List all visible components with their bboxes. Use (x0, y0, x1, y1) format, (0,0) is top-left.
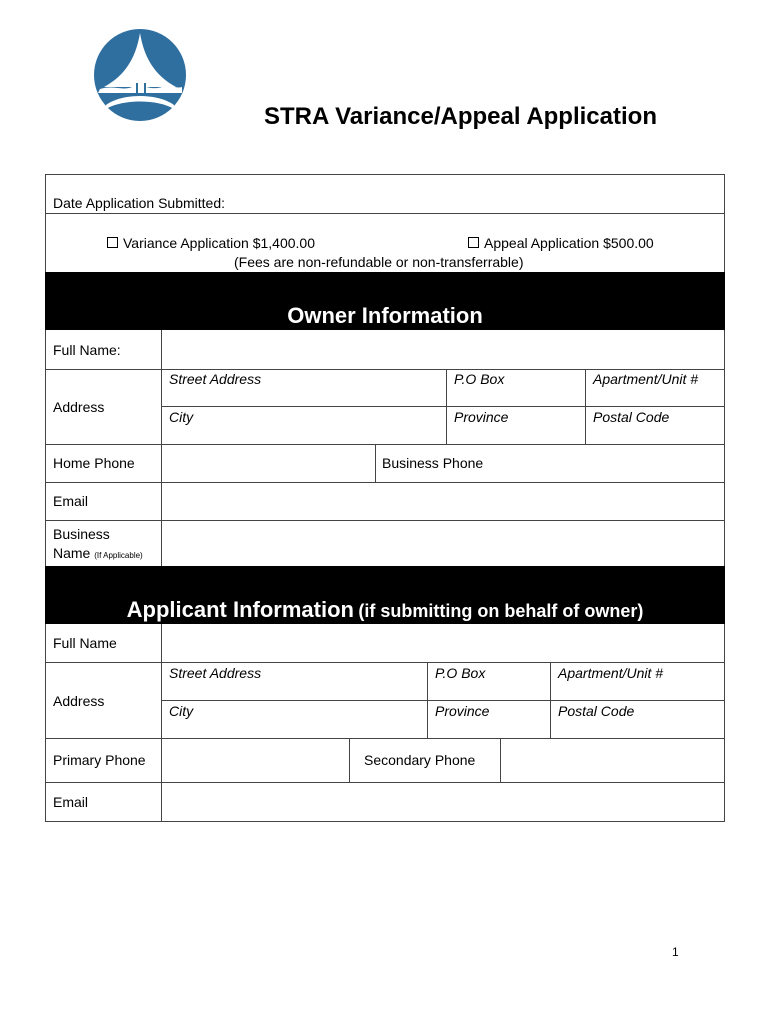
appeal-checkbox[interactable] (468, 237, 479, 248)
applicant-secondary-phone-field[interactable] (502, 740, 723, 781)
owner-heading: Owner Information (287, 303, 483, 328)
page-number: 1 (672, 945, 679, 959)
owner-full-name-label: Full Name: (53, 342, 121, 358)
owner-section-header (45, 272, 725, 330)
page-title: STRA Variance/Appeal Application (264, 103, 657, 130)
date-submitted-field[interactable] (240, 190, 720, 212)
applicant-province-label[interactable]: Province (435, 703, 490, 719)
applicant-full-name-field[interactable] (163, 626, 723, 661)
appeal-checkbox-option[interactable] (468, 235, 654, 251)
applicant-pobox-label[interactable]: P.O Box (435, 665, 486, 681)
owner-email-label: Email (53, 493, 89, 509)
owner-city-label[interactable]: City (169, 409, 194, 425)
owner-full-name-field[interactable] (163, 332, 723, 368)
variance-label: Variance Application $1,400.00 (123, 235, 315, 251)
name-word: Name (53, 545, 91, 561)
applicant-full-name-label: Full Name (53, 635, 117, 651)
applicant-primary-phone-label: Primary Phone (53, 752, 146, 768)
date-submitted-label: Date Application Submitted: (53, 195, 225, 211)
stra-logo-icon (92, 27, 188, 123)
applicant-postal-label[interactable]: Postal Code (558, 703, 635, 719)
if-applicable-note: (If Applicable) (94, 551, 143, 560)
owner-unit-label[interactable]: Apartment/Unit # (593, 371, 699, 387)
applicant-primary-phone-field[interactable] (163, 740, 347, 781)
fees-note: (Fees are non-refundable or non-transferrable) (234, 254, 524, 270)
applicant-email-field[interactable] (163, 784, 723, 821)
applicant-street-label[interactable]: Street Address (169, 665, 262, 681)
applicant-email-label: Email (53, 794, 89, 810)
applicant-secondary-phone-label: Secondary Phone (364, 752, 476, 768)
owner-business-name-field[interactable] (163, 522, 723, 565)
owner-home-phone-field[interactable] (163, 446, 373, 481)
applicant-heading: Applicant Information (126, 597, 354, 622)
variance-checkbox-option[interactable] (107, 235, 315, 251)
appeal-label: Appeal Application $500.00 (484, 235, 654, 251)
owner-business-name-label (53, 525, 143, 565)
owner-email-field[interactable] (163, 484, 723, 519)
business-label-line2 (53, 544, 143, 565)
applicant-city-label[interactable]: City (169, 703, 194, 719)
owner-street-label[interactable]: Street Address (169, 371, 262, 387)
owner-pobox-label[interactable]: P.O Box (454, 371, 505, 387)
variance-checkbox[interactable] (107, 237, 118, 248)
owner-business-phone-label: Business Phone (382, 455, 484, 471)
owner-address-label: Address (53, 399, 105, 415)
owner-province-label[interactable]: Province (454, 409, 509, 425)
owner-postal-label[interactable]: Postal Code (593, 409, 670, 425)
applicant-heading-note: (if submitting on behalf of owner) (358, 601, 644, 621)
applicant-section-header (45, 566, 725, 624)
owner-home-phone-label: Home Phone (53, 455, 135, 471)
business-label-line1: Business (53, 526, 110, 542)
applicant-address-label: Address (53, 693, 105, 709)
applicant-unit-label[interactable]: Apartment/Unit # (558, 665, 664, 681)
